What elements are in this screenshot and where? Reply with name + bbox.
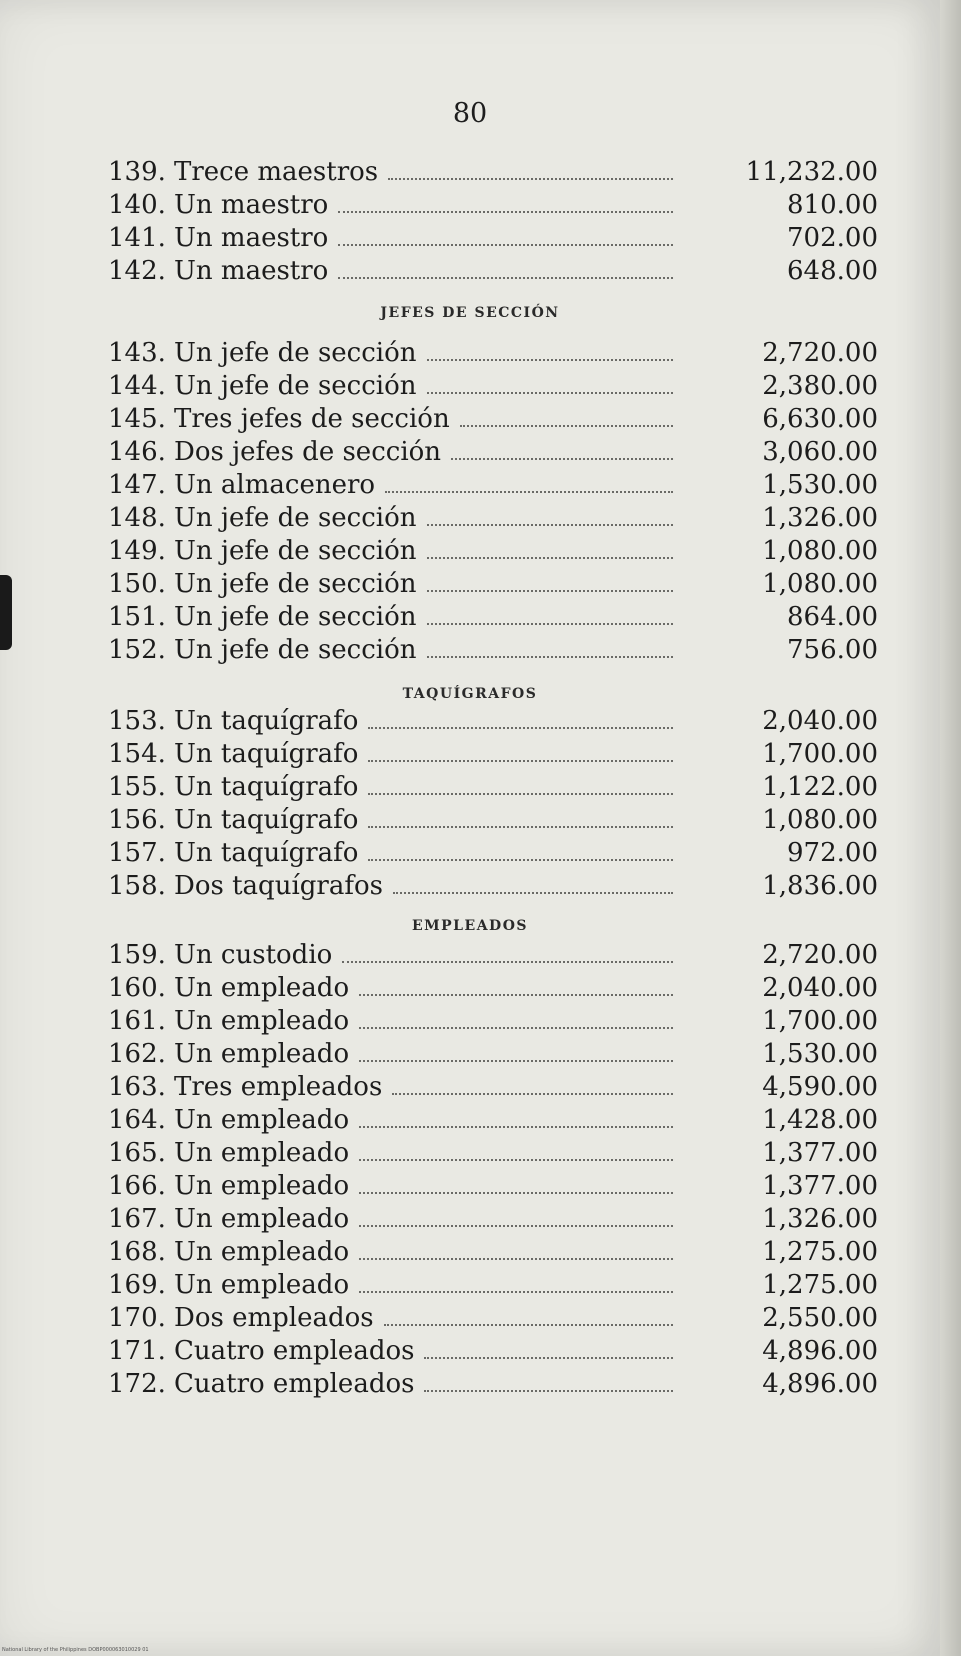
- entry-description: Un empleado: [174, 1237, 350, 1267]
- budget-entry: [108, 1270, 888, 1304]
- entry-description: Un empleado: [174, 1138, 350, 1168]
- entry-amount: 1,836.00: [762, 871, 878, 901]
- dot-leader: [368, 760, 673, 762]
- budget-entry: [108, 1105, 888, 1139]
- entry-amount: 1,275.00: [762, 1270, 878, 1300]
- dot-leader: [427, 557, 673, 559]
- entry-number: 162.: [108, 1039, 166, 1069]
- entry-amount: 2,550.00: [762, 1303, 878, 1333]
- budget-entry: [108, 1204, 888, 1238]
- entry-number: 139.: [108, 157, 166, 187]
- binding-shadow: [0, 575, 12, 650]
- section-heading: JEFES DE SECCIÓN: [380, 305, 560, 321]
- scan-credit: National Library of the Philippines DOBP000063010029 01: [2, 1647, 149, 1653]
- entry-amount: 1,080.00: [762, 805, 878, 835]
- entry-amount: 2,040.00: [762, 706, 878, 736]
- entry-amount: 1,530.00: [762, 470, 878, 500]
- entry-description: Tres jefes de sección: [174, 404, 450, 434]
- dot-leader: [460, 425, 673, 427]
- budget-entry: [108, 706, 888, 740]
- dot-leader: [368, 727, 673, 729]
- entry-description: Trece maestros: [174, 157, 379, 187]
- entry-description: Un jefe de sección: [174, 602, 417, 632]
- dot-leader: [424, 1357, 673, 1359]
- entry-number: 150.: [108, 569, 166, 599]
- entry-number: 170.: [108, 1303, 166, 1333]
- entry-description: Un empleado: [174, 1105, 350, 1135]
- budget-entry: [108, 470, 888, 504]
- budget-entry: [108, 157, 888, 191]
- entry-number: 164.: [108, 1105, 166, 1135]
- entry-number: 155.: [108, 772, 166, 802]
- entry-amount: 1,428.00: [762, 1105, 878, 1135]
- entry-description: Un custodio: [174, 940, 333, 970]
- budget-entry: [108, 805, 888, 839]
- budget-entry: [108, 404, 888, 438]
- entry-number: 161.: [108, 1006, 166, 1036]
- entry-number: 142.: [108, 256, 166, 286]
- entry-amount: 1,080.00: [762, 536, 878, 566]
- entry-description: Un empleado: [174, 1171, 350, 1201]
- budget-entry: [108, 635, 888, 669]
- budget-entry: [108, 536, 888, 570]
- entry-amount: 648.00: [787, 256, 878, 286]
- entry-amount: 864.00: [787, 602, 878, 632]
- entry-number: 165.: [108, 1138, 166, 1168]
- budget-entry: [108, 973, 888, 1007]
- budget-entry: [108, 190, 888, 224]
- budget-entry: [108, 1237, 888, 1271]
- section-heading: TAQUÍGRAFOS: [402, 686, 538, 702]
- entry-amount: 2,380.00: [762, 371, 878, 401]
- entry-description: Un empleado: [174, 1039, 350, 1069]
- dot-leader: [359, 1159, 673, 1161]
- entry-number: 148.: [108, 503, 166, 533]
- entry-number: 145.: [108, 404, 166, 434]
- budget-entry: [108, 1303, 888, 1337]
- entry-description: Un maestro: [174, 256, 329, 286]
- entry-amount: 1,377.00: [762, 1171, 878, 1201]
- entry-description: Dos jefes de sección: [174, 437, 442, 467]
- dot-leader: [427, 524, 673, 526]
- entry-number: 144.: [108, 371, 166, 401]
- entry-number: 169.: [108, 1270, 166, 1300]
- entry-amount: 4,896.00: [762, 1336, 878, 1366]
- dot-leader: [338, 244, 673, 246]
- entry-number: 168.: [108, 1237, 166, 1267]
- entry-number: 158.: [108, 871, 166, 901]
- entry-description: Tres empleados: [174, 1072, 383, 1102]
- dot-leader: [359, 1126, 673, 1128]
- budget-entry: [108, 1138, 888, 1172]
- entry-number: 166.: [108, 1171, 166, 1201]
- entry-description: Un jefe de sección: [174, 635, 417, 665]
- dot-leader: [392, 1093, 673, 1095]
- budget-entry: [108, 371, 888, 405]
- dot-leader: [427, 656, 673, 658]
- entry-amount: 1,377.00: [762, 1138, 878, 1168]
- entry-number: 141.: [108, 223, 166, 253]
- entry-description: Un maestro: [174, 223, 329, 253]
- dot-leader: [359, 1060, 673, 1062]
- budget-entry: [108, 437, 888, 471]
- entry-amount: 2,040.00: [762, 973, 878, 1003]
- budget-entry: [108, 1006, 888, 1040]
- entry-description: Un taquígrafo: [174, 805, 359, 835]
- entry-description: Un empleado: [174, 1006, 350, 1036]
- section-heading: EMPLEADOS: [411, 918, 529, 934]
- entry-amount: 4,896.00: [762, 1369, 878, 1399]
- dot-leader: [427, 392, 673, 394]
- dot-leader: [427, 590, 673, 592]
- budget-entry: [108, 338, 888, 372]
- entry-amount: 6,630.00: [762, 404, 878, 434]
- dot-leader: [359, 1291, 673, 1293]
- dot-leader: [451, 458, 673, 460]
- budget-entry: [108, 1039, 888, 1073]
- dot-leader: [359, 1192, 673, 1194]
- dot-leader: [393, 892, 673, 894]
- entry-number: 149.: [108, 536, 166, 566]
- dot-leader: [424, 1390, 673, 1392]
- entry-amount: 972.00: [787, 838, 878, 868]
- entry-number: 146.: [108, 437, 166, 467]
- entry-amount: 702.00: [787, 223, 878, 253]
- entry-number: 160.: [108, 973, 166, 1003]
- entry-amount: 1,530.00: [762, 1039, 878, 1069]
- entry-description: Dos taquígrafos: [174, 871, 383, 901]
- entry-number: 157.: [108, 838, 166, 868]
- entry-number: 152.: [108, 635, 166, 665]
- entry-amount: 1,275.00: [762, 1237, 878, 1267]
- entry-amount: 1,700.00: [762, 1006, 878, 1036]
- entry-amount: 756.00: [787, 635, 878, 665]
- entry-description: Un jefe de sección: [174, 536, 417, 566]
- budget-entry: [108, 871, 888, 905]
- entry-amount: 2,720.00: [762, 338, 878, 368]
- entry-amount: 1,700.00: [762, 739, 878, 769]
- entry-description: Un almacenero: [174, 470, 376, 500]
- entry-amount: 810.00: [787, 190, 878, 220]
- dot-leader: [368, 859, 673, 861]
- dot-leader: [359, 994, 673, 996]
- entry-description: Un taquígrafo: [174, 838, 359, 868]
- entry-number: 163.: [108, 1072, 166, 1102]
- dot-leader: [359, 1225, 673, 1227]
- dot-leader: [359, 1027, 673, 1029]
- entry-description: Cuatro empleados: [174, 1336, 415, 1366]
- entry-description: Un taquígrafo: [174, 739, 359, 769]
- dot-leader: [427, 359, 673, 361]
- dot-leader: [338, 211, 673, 213]
- entry-number: 151.: [108, 602, 166, 632]
- entry-description: Un empleado: [174, 1270, 350, 1300]
- entry-amount: 1,080.00: [762, 569, 878, 599]
- entry-amount: 3,060.00: [762, 437, 878, 467]
- budget-entry: [108, 569, 888, 603]
- entry-number: 172.: [108, 1369, 166, 1399]
- entry-description: Un jefe de sección: [174, 338, 417, 368]
- entry-description: Un taquígrafo: [174, 772, 359, 802]
- entry-description: Dos empleados: [174, 1303, 374, 1333]
- budget-entry: [108, 602, 888, 636]
- dot-leader: [388, 178, 673, 180]
- budget-entry: [108, 772, 888, 806]
- entry-description: Un empleado: [174, 973, 350, 1003]
- entry-number: 167.: [108, 1204, 166, 1234]
- entry-description: Un taquígrafo: [174, 706, 359, 736]
- entry-description: Un empleado: [174, 1204, 350, 1234]
- entry-number: 153.: [108, 706, 166, 736]
- budget-entry: [108, 256, 888, 290]
- entry-number: 154.: [108, 739, 166, 769]
- entry-amount: 1,326.00: [762, 1204, 878, 1234]
- budget-entry: [108, 940, 888, 974]
- budget-entry: [108, 223, 888, 257]
- budget-entry: [108, 1072, 888, 1106]
- entry-description: Un maestro: [174, 190, 329, 220]
- page-number: 80: [452, 98, 488, 129]
- dot-leader: [359, 1258, 673, 1260]
- dot-leader: [368, 826, 673, 828]
- dot-leader: [338, 277, 673, 279]
- entry-description: Un jefe de sección: [174, 569, 417, 599]
- dot-leader: [385, 491, 673, 493]
- dot-leader: [342, 961, 673, 963]
- entry-amount: 4,590.00: [762, 1072, 878, 1102]
- budget-entry: [108, 1171, 888, 1205]
- entry-amount: 1,122.00: [762, 772, 878, 802]
- entry-description: Un jefe de sección: [174, 503, 417, 533]
- page-edge: [940, 0, 961, 1656]
- dot-leader: [427, 623, 673, 625]
- entry-number: 156.: [108, 805, 166, 835]
- budget-entry: [108, 739, 888, 773]
- budget-entry: [108, 1336, 888, 1370]
- entry-number: 143.: [108, 338, 166, 368]
- entry-number: 140.: [108, 190, 166, 220]
- budget-entry: [108, 838, 888, 872]
- entry-amount: 11,232.00: [745, 157, 878, 187]
- entry-amount: 1,326.00: [762, 503, 878, 533]
- entry-description: Cuatro empleados: [174, 1369, 415, 1399]
- dot-leader: [384, 1324, 673, 1326]
- entry-number: 147.: [108, 470, 166, 500]
- entry-number: 159.: [108, 940, 166, 970]
- budget-entry: [108, 1369, 888, 1403]
- entry-description: Un jefe de sección: [174, 371, 417, 401]
- budget-entry: [108, 503, 888, 537]
- entry-number: 171.: [108, 1336, 166, 1366]
- entry-amount: 2,720.00: [762, 940, 878, 970]
- dot-leader: [368, 793, 673, 795]
